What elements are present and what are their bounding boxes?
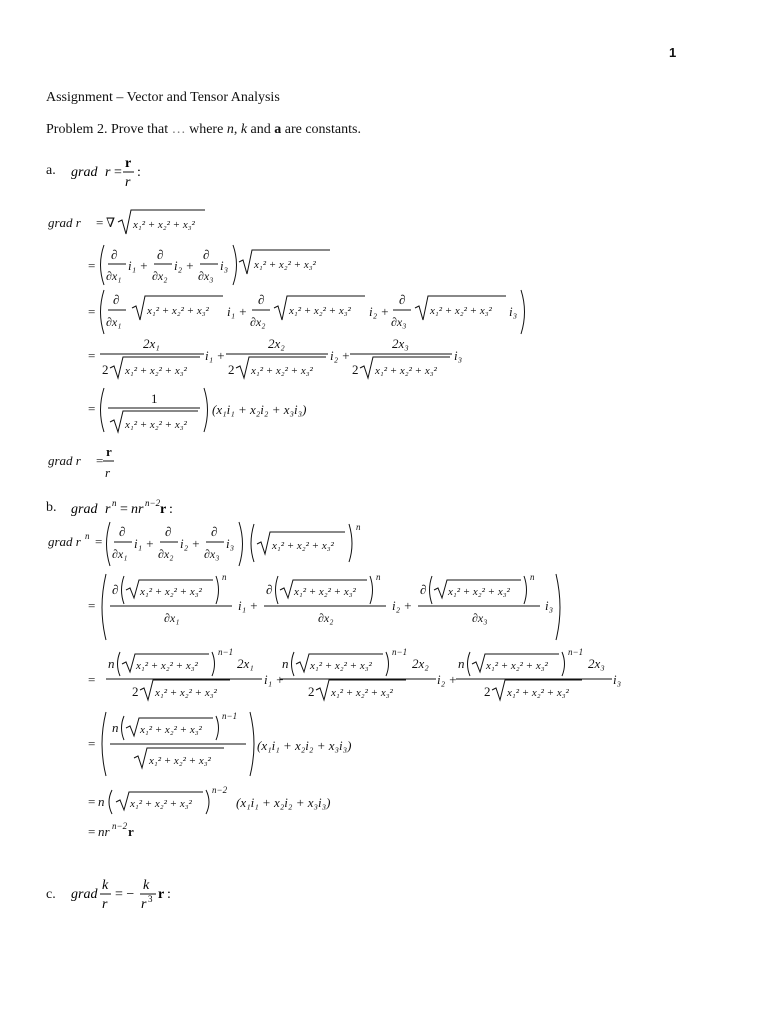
svg-text:i₃: i₃ [454, 348, 463, 363]
part-c-label: c. [46, 887, 56, 902]
partial-3: ∂ [203, 247, 210, 262]
svg-text:n: n [530, 572, 535, 582]
svg-text:x₁² + x₂² + x₃²: x₁² + x₂² + x₃² [430, 305, 492, 317]
part-a-eq: = [114, 165, 122, 180]
svg-text:∂x₃: ∂x₃ [204, 547, 220, 561]
svg-text:x₁² + x₂² + x₃²: x₁² + x₂² + x₃² [272, 540, 334, 552]
svg-text:2x₁: 2x₁ [237, 656, 254, 671]
part-b-bold-r: r [160, 502, 167, 517]
svg-text:r: r [128, 824, 134, 839]
svg-text:2: 2 [228, 362, 235, 377]
svg-text:i₂ +: i₂ + [174, 258, 195, 273]
part-b-coef: nr [131, 502, 144, 517]
svg-text:x₁² + x₂² + x₃²: x₁² + x₂² + x₃² [147, 305, 209, 317]
page-number: 1 [669, 45, 677, 60]
problem-tail: are constants. [284, 122, 361, 137]
svg-text:i₁ +: i₁ + [205, 348, 226, 363]
svg-text:∂: ∂ [112, 582, 119, 597]
part-b-derivation [40, 518, 640, 848]
eq-b3: = [88, 672, 96, 687]
svg-text:∂: ∂ [420, 582, 427, 597]
part-c-cube: 3 [148, 894, 153, 904]
part-a-num: r [125, 156, 132, 171]
part-b-label: b. [46, 500, 57, 515]
problem-where: where [189, 122, 224, 137]
svg-text:x₁² + x₂² + x₃²: x₁² + x₂² + x₃² [507, 687, 569, 699]
svg-text:i₃: i₃ [226, 536, 235, 551]
part-c-k: k [102, 878, 109, 893]
eq-5: = [88, 401, 96, 416]
svg-text:x₁² + x₂² + x₃²: x₁² + x₂² + x₃² [140, 724, 202, 736]
svg-text:∂x₁: ∂x₁ [106, 269, 122, 283]
svg-text:∂x₂: ∂x₂ [152, 269, 168, 283]
svg-text:i₂ +: i₂ + [437, 672, 458, 687]
eq-b1: = [95, 534, 103, 549]
svg-text:(x₁i₁ + x₂i₂ + x₃i₃): (x₁i₁ + x₂i₂ + x₃i₃) [236, 795, 331, 810]
svg-text:x₁² + x₂² + x₃²: x₁² + x₂² + x₃² [130, 798, 192, 810]
nabla: ∇ [106, 215, 116, 230]
svg-text:x₁² + x₂² + x₃²: x₁² + x₂² + x₃² [294, 586, 356, 598]
svg-text:x₁² + x₂² + x₃²: x₁² + x₂² + x₃² [155, 687, 217, 699]
svg-text:2: 2 [352, 362, 359, 377]
svg-text:2: 2 [102, 362, 109, 377]
eq-b4: = [88, 736, 96, 751]
svg-text:∂x₃: ∂x₃ [472, 611, 488, 625]
eq-1: = [96, 215, 104, 230]
part-c-colon: : [167, 887, 171, 902]
exp-nm2: n−2 [212, 785, 228, 795]
svg-text:i₃: i₃ [220, 258, 229, 273]
svg-text:∂x₁: ∂x₁ [106, 315, 122, 329]
problem-k: k [240, 122, 248, 137]
svg-text:i₁ +: i₁ + [264, 672, 285, 687]
svg-text:n: n [98, 794, 105, 809]
svg-text:x₁² + x₂² + x₃²: x₁² + x₂² + x₃² [136, 660, 198, 672]
svg-text:n: n [356, 522, 361, 532]
svg-text:i₃: i₃ [613, 672, 622, 687]
part-b-grad: grad [71, 502, 98, 517]
svg-text:2x₂: 2x₂ [412, 656, 429, 671]
svg-text:2: 2 [484, 684, 491, 699]
svg-text:r: r [141, 897, 147, 912]
svg-text:2: 2 [132, 684, 139, 699]
grad-r-lhs-final: grad r [48, 453, 81, 468]
part-a-derivation [40, 200, 600, 490]
svg-text:n−2: n−2 [112, 821, 128, 831]
svg-text:i₁ +: i₁ + [227, 304, 248, 319]
svg-text:∂x₃: ∂x₃ [391, 315, 407, 329]
svg-text:n−1: n−1 [392, 647, 408, 657]
svg-text:∂: ∂ [266, 582, 273, 597]
eq-2: = [88, 258, 96, 273]
svg-text:∂x₃: ∂x₃ [198, 269, 214, 283]
grad-r-lhs-1: grad r [48, 215, 81, 230]
svg-text:x₁² + x₂² + x₃²: x₁² + x₂² + x₃² [375, 365, 437, 377]
svg-text:n: n [458, 656, 465, 671]
svg-text:2x₃: 2x₃ [588, 656, 605, 671]
part-a-colon: : [137, 165, 141, 180]
part-b-colon: : [169, 502, 173, 517]
svg-text:2x₂: 2x₂ [268, 336, 285, 351]
part-b-eq: = [120, 502, 128, 517]
part-c-eq: = − [115, 887, 135, 902]
svg-text:n: n [222, 572, 227, 582]
problem-lead: Problem 2. Prove that [46, 122, 169, 137]
eq-6: = [96, 453, 104, 468]
part-b-r: r [105, 502, 111, 517]
svg-text:k: k [143, 878, 150, 893]
problem-ellipsis: … [171, 122, 186, 137]
svg-text:nr: nr [98, 824, 110, 839]
svg-text:x₁² + x₂² + x₃²: x₁² + x₂² + x₃² [486, 660, 548, 672]
svg-text:n−1: n−1 [218, 647, 234, 657]
problem-n: n [226, 122, 234, 137]
svg-text:x₁² + x₂² + x₃²: x₁² + x₂² + x₃² [125, 419, 187, 431]
part-c-r: r [102, 897, 108, 912]
svg-text:(x₁i₁ + x₂i₂ + x₃i₃): (x₁i₁ + x₂i₂ + x₃i₃) [212, 402, 307, 417]
svg-text:∂: ∂ [113, 292, 120, 307]
svg-text:x₁² + x₂² + x₃²: x₁² + x₂² + x₃² [448, 586, 510, 598]
svg-text:i₂ +: i₂ + [330, 348, 351, 363]
one: 1 [151, 391, 158, 406]
svg-text:∂x₂: ∂x₂ [158, 547, 174, 561]
part-c-statement [68, 870, 198, 914]
part-a-statement [68, 148, 168, 192]
svg-text:x₁² + x₂² + x₃²: x₁² + x₂² + x₃² [289, 305, 351, 317]
svg-text:i₂ +: i₂ + [180, 536, 201, 551]
svg-text:r: r [105, 465, 111, 480]
assignment-title: Assignment – Vector and Tensor Analysis [46, 90, 280, 105]
part-a-den: r [125, 175, 131, 190]
svg-text:2: 2 [308, 684, 315, 699]
svg-text:x₁² + x₂² + x₃²: x₁² + x₂² + x₃² [331, 687, 393, 699]
svg-text:x₁² + x₂² + x₃²: x₁² + x₂² + x₃² [149, 755, 211, 767]
part-b-statement [68, 494, 198, 520]
grad-rn-lhs: grad r [48, 534, 81, 549]
svg-text:(x₁i₁ + x₂i₂ + x₃i₃): (x₁i₁ + x₂i₂ + x₃i₃) [257, 738, 352, 753]
eq-b6: = [88, 824, 96, 839]
svg-text:n: n [108, 656, 115, 671]
svg-text:i₁ +: i₁ + [238, 598, 259, 613]
svg-text:i₂ +: i₂ + [369, 304, 390, 319]
sqrt-sum-1: x₁² + x₂² + x₃² [133, 219, 195, 231]
part-a-r: r [105, 165, 111, 180]
svg-text:i₃: i₃ [509, 304, 518, 319]
svg-text:2x₁: 2x₁ [143, 336, 160, 351]
eq-b2: = [88, 598, 96, 613]
svg-text:n−1: n−1 [568, 647, 584, 657]
part-b-n: n [112, 498, 117, 508]
svg-text:∂x₂: ∂x₂ [318, 611, 334, 625]
svg-text:i₁ +: i₁ + [134, 536, 155, 551]
grad-rn-n: n [85, 531, 90, 541]
svg-text:x₁² + x₂² + x₃²: x₁² + x₂² + x₃² [310, 660, 372, 672]
svg-text:∂x₁: ∂x₁ [164, 611, 180, 625]
svg-text:∂: ∂ [119, 524, 126, 539]
eq-b5: = [88, 794, 96, 809]
svg-text:∂: ∂ [258, 292, 265, 307]
problem-statement [46, 122, 361, 138]
svg-text:∂: ∂ [399, 292, 406, 307]
svg-text:x₁² + x₂² + x₃²: x₁² + x₂² + x₃² [140, 586, 202, 598]
svg-text:n: n [282, 656, 289, 671]
part-c-grad: grad [71, 887, 98, 902]
svg-text:∂: ∂ [211, 524, 218, 539]
svg-text:i₂ +: i₂ + [392, 598, 413, 613]
svg-text:x₁² + x₂² + x₃²: x₁² + x₂² + x₃² [251, 365, 313, 377]
part-a-grad: grad [71, 165, 98, 180]
svg-text:n: n [112, 720, 119, 735]
svg-text:∂x₁: ∂x₁ [112, 547, 128, 561]
svg-text:r: r [106, 444, 112, 459]
svg-text:x₁² + x₂² + x₃²: x₁² + x₂² + x₃² [254, 259, 316, 271]
eq-3: = [88, 304, 96, 319]
svg-text:∂x₂: ∂x₂ [250, 315, 266, 329]
svg-text:i₁ +: i₁ + [128, 258, 149, 273]
partial-1: ∂ [111, 247, 118, 262]
svg-text:∂: ∂ [165, 524, 172, 539]
svg-text:2x₃: 2x₃ [392, 336, 409, 351]
problem-a: a [274, 122, 282, 137]
part-b-exp: n−2 [145, 498, 161, 508]
eq-4: = [88, 348, 96, 363]
svg-text:i₃: i₃ [545, 598, 554, 613]
svg-text:x₁² + x₂² + x₃²: x₁² + x₂² + x₃² [125, 365, 187, 377]
partial-2: ∂ [157, 247, 164, 262]
svg-text:n: n [376, 572, 381, 582]
problem-and: and [250, 122, 271, 137]
svg-text:n−1: n−1 [222, 711, 238, 721]
part-c-bold-r: r [158, 887, 165, 902]
problem-comma: , [233, 122, 238, 137]
part-a-label: a. [46, 163, 56, 178]
